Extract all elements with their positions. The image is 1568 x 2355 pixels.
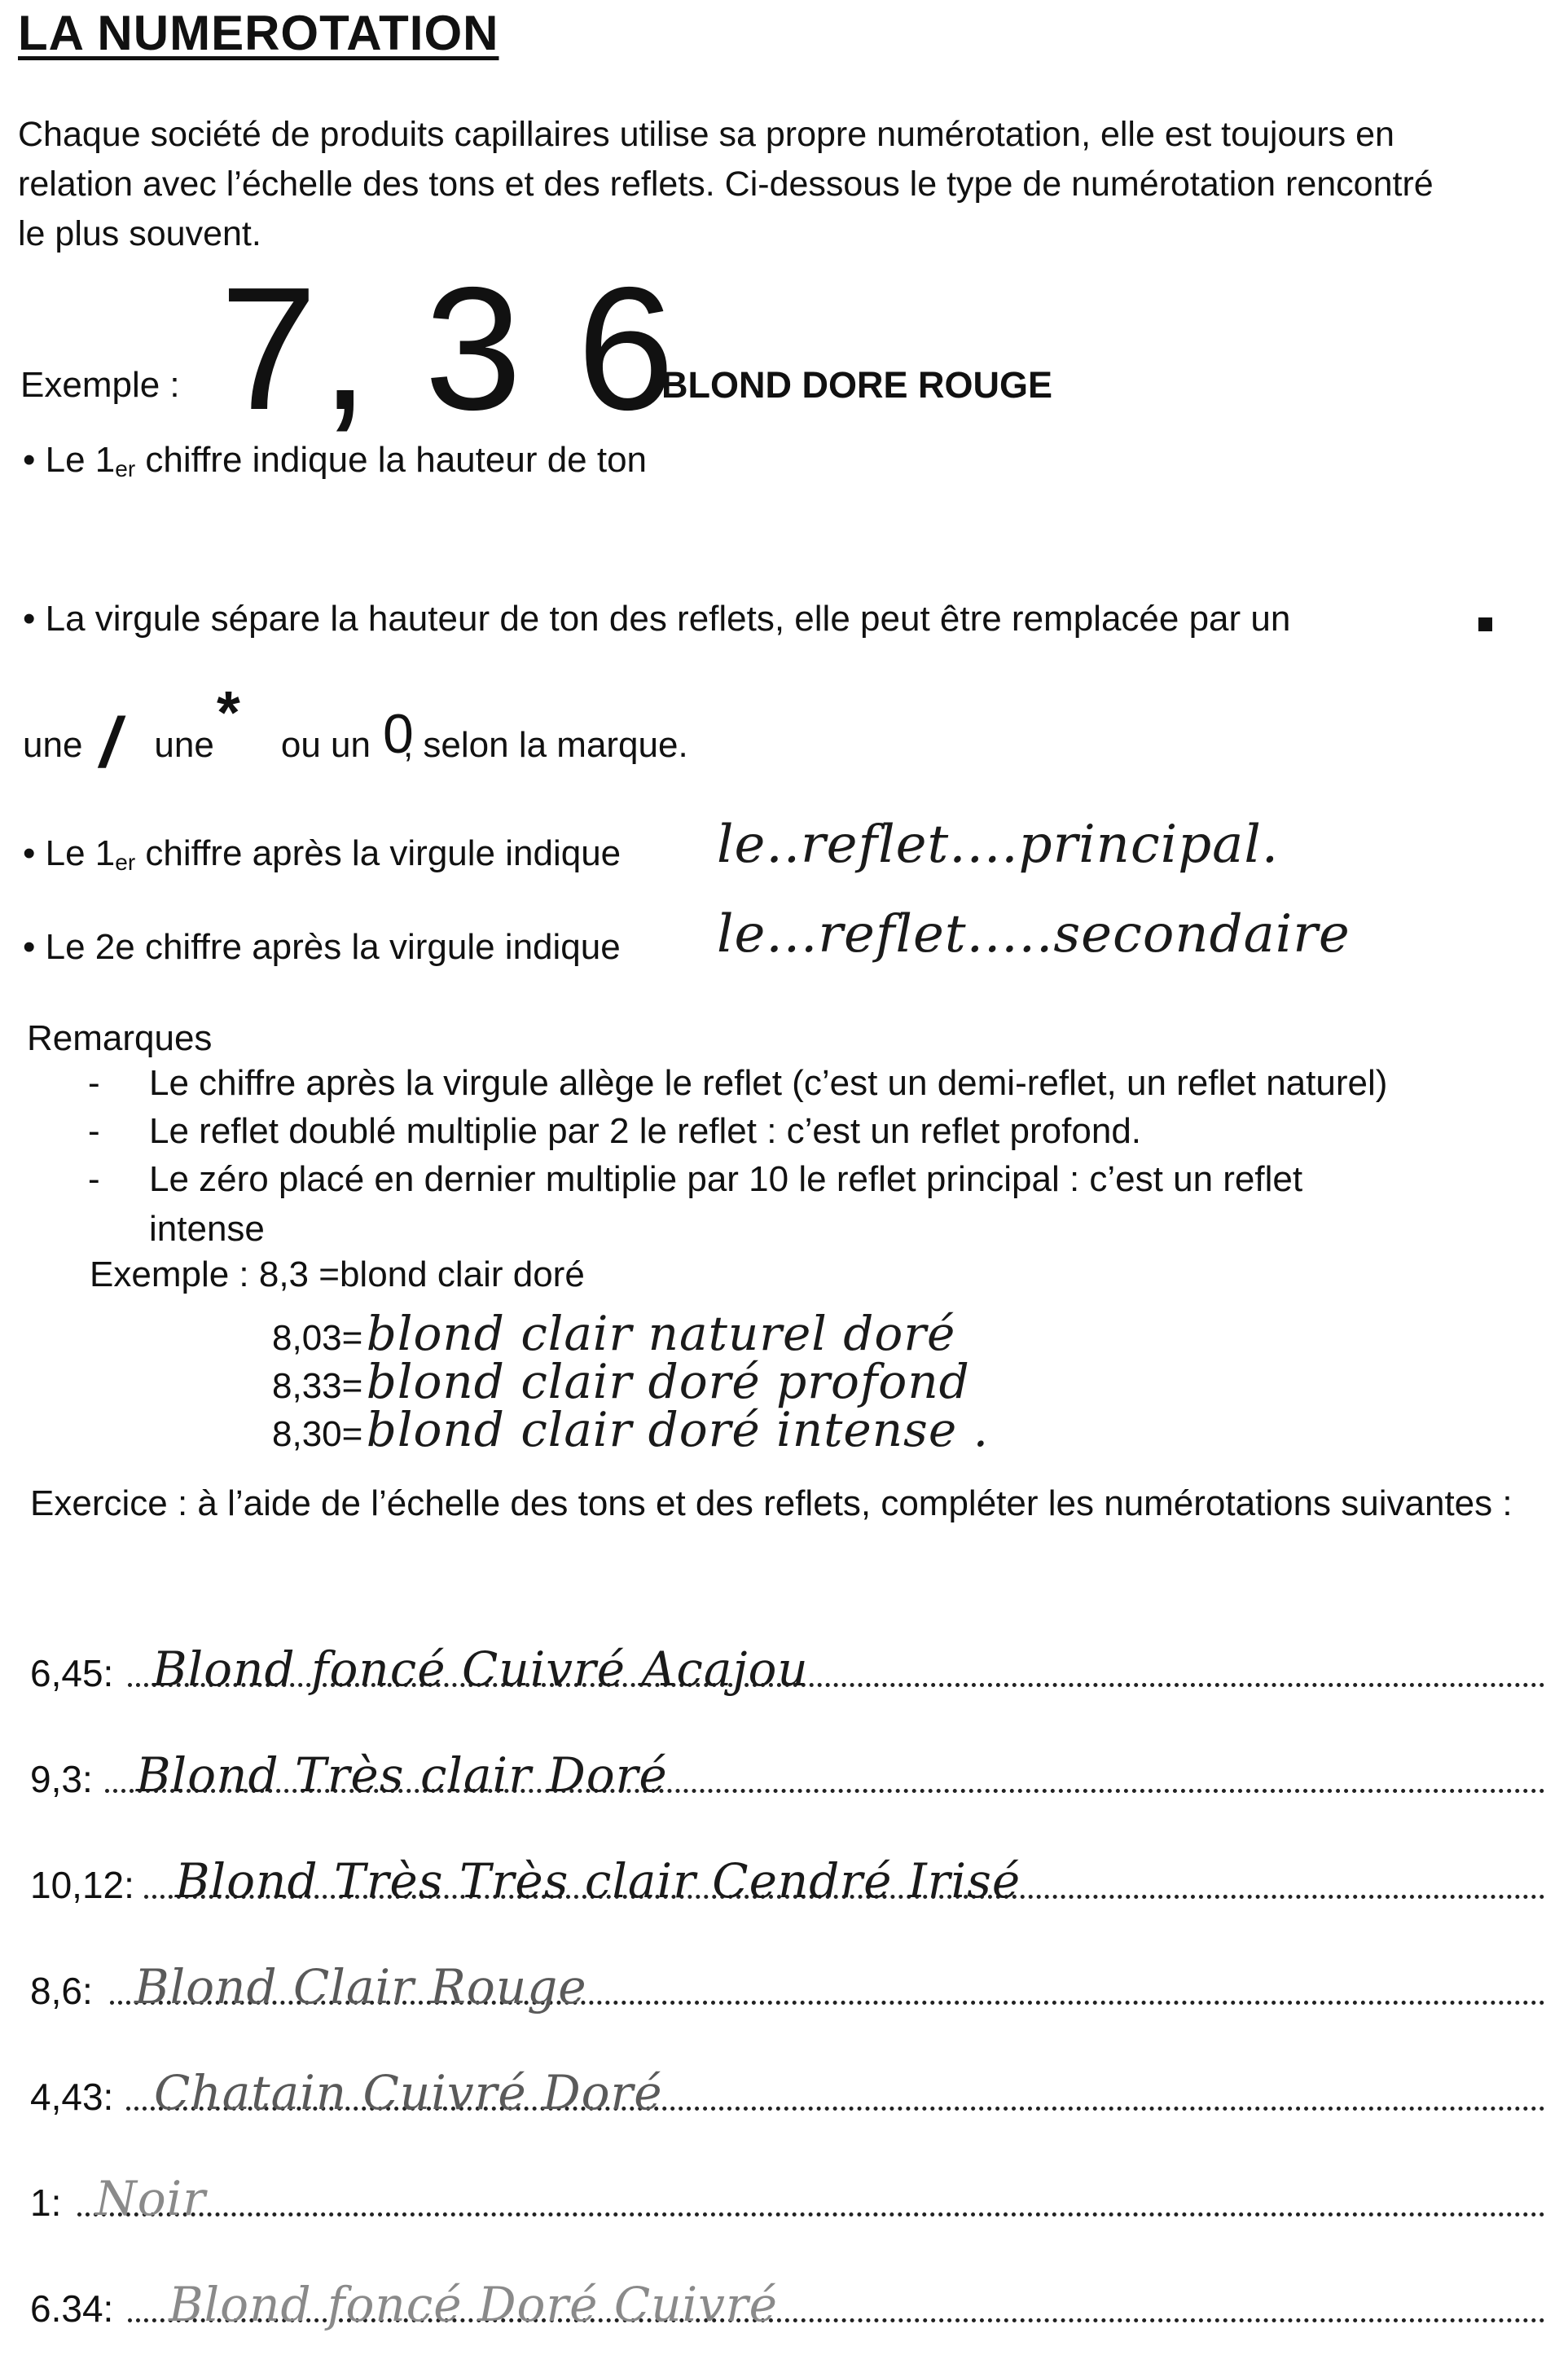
answer-code: 6.34:: [30, 2287, 114, 2330]
handwritten-answer: Blond Très clair Doré: [136, 1747, 668, 1803]
answer-line: [30, 1633, 1545, 1698]
asterisk-symbol-icon: *: [217, 679, 240, 746]
remark-item: Le chiffre après la virgule allège le reflet (c’est un demi-reflet, un reflet naturel): [149, 1063, 1388, 1103]
example-answer: blond clair naturel doré: [366, 1306, 956, 1361]
une-text: une: [154, 725, 214, 765]
bullet-comma: • La virgule sépare la hauteur de ton des reflets, elle peut être remplacée par un: [23, 599, 1291, 639]
bullet-superscript: er: [115, 850, 136, 875]
answer-line: [30, 1951, 1545, 2016]
remarks-example-row: [272, 1354, 970, 1409]
answer-code: 4,43:: [30, 2076, 114, 2118]
remarks-example-row: [272, 1306, 955, 1361]
example-code: 8,30=: [272, 1414, 363, 1454]
example-number: 7, 3 6: [220, 250, 678, 446]
zero-symbol-icon: 0: [383, 703, 414, 765]
remark-item: Le reflet doublé multiplie par 2 le reflet : c’est un reflet profond.: [149, 1111, 1142, 1151]
handwritten-answer: Blond Très Très clair Cendré Irisé: [175, 1853, 1021, 1909]
answer-main-reflect: le..reflet....principal.: [717, 815, 1280, 875]
exercise-instruction: Exercice : à l’aide de l’échelle des tons et des reflets, compléter les numérotations suivantes :: [30, 1483, 1513, 1523]
example-label: Exemple :: [20, 365, 180, 405]
remark-dash: -: [88, 1063, 100, 1103]
remarks-title: Remarques: [27, 1018, 213, 1058]
dotted-line: [77, 2212, 1545, 2217]
answer-code: 10,12:: [30, 1864, 134, 1906]
handwritten-answer: Blond foncé Doré Cuivré: [169, 2277, 778, 2332]
bullet-first-digit: [23, 440, 647, 482]
example-code: 8,03=: [272, 1318, 363, 1358]
example-code: 8,33=: [272, 1366, 363, 1406]
selon-text: , selon la marque.: [402, 725, 688, 765]
answer-code: 1:: [30, 2181, 62, 2224]
bullet-text: • Le 1: [23, 440, 116, 480]
page-title: LA NUMEROTATION: [18, 6, 499, 60]
handwritten-answer: Chatain Cuivré Doré: [154, 2065, 663, 2120]
answer-line: [30, 2163, 1545, 2228]
bullet-comma-continued: [23, 725, 688, 766]
bullet-first-after-comma: [23, 833, 621, 876]
bullet-superscript: er: [115, 456, 136, 481]
remark-dash: -: [88, 1111, 100, 1151]
answer-line: [30, 1739, 1545, 1804]
answer-secondary-reflect: le...reflet.....secondaire: [717, 904, 1351, 964]
une-text: une: [23, 725, 83, 765]
example-answer: blond clair doré intense .: [366, 1402, 990, 1457]
answer-code: 8,6:: [30, 1970, 93, 2012]
remark-item: Le zéro placé en dernier multiplie par 10 le reflet principal : c’est un reflet: [149, 1159, 1303, 1199]
bullet-text: • Le 1: [23, 833, 116, 873]
bullet-text: chiffre après la virgule indique: [135, 833, 621, 873]
handwritten-answer: Noir: [95, 2171, 206, 2226]
remark-item-continued: intense: [149, 1209, 265, 1249]
bullet-text: chiffre indique la hauteur de ton: [135, 440, 648, 480]
answer-line: [30, 2057, 1545, 2122]
example-answer: blond clair doré profond: [366, 1354, 970, 1409]
intro-paragraph: Chaque société de produits capillaires utilise sa propre numérotation, elle est toujours en relation avec l’échelle des tons et des reflets. Ci-dessous le type de numérotation rencontré le plus souvent.: [18, 115, 1434, 253]
example-color-name: BLOND DORE ROUGE: [661, 364, 1053, 406]
answer-code: 6,45:: [30, 1652, 114, 1694]
bullet-second-after-comma: • Le 2e chiffre après la virgule indique: [23, 927, 621, 967]
handwritten-answer: Blond Clair Rouge: [134, 1959, 587, 2014]
square-symbol-icon: [1478, 617, 1492, 631]
answer-line: [30, 2269, 1545, 2334]
answer-line: [30, 1845, 1545, 1910]
remarks-example-row: [272, 1402, 989, 1457]
ou-un-text: ou un: [280, 725, 371, 765]
remarks-example-label: Exemple : 8,3 =blond clair doré: [90, 1254, 585, 1294]
handwritten-answer: Blond foncé Cuivré Acajou: [152, 1641, 809, 1697]
remark-dash: -: [88, 1159, 100, 1199]
answer-code: 9,3:: [30, 1758, 93, 1800]
slash-symbol-icon: /: [100, 704, 120, 782]
